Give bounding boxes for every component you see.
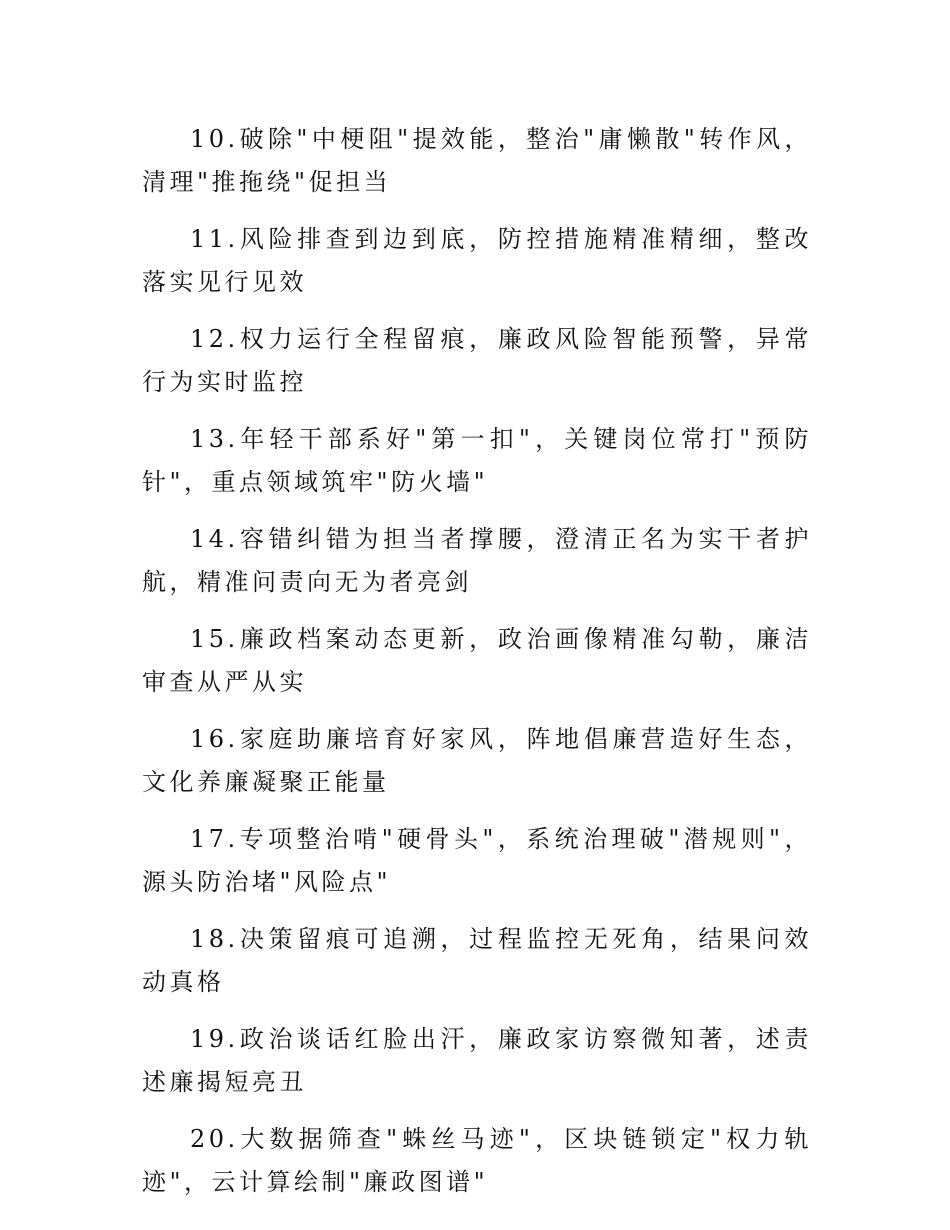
paragraph-item-16: 16.家庭助廉培育好家风，阵地倡廉营造好生态，文化养廉凝聚正能量 — [142, 725, 812, 796]
paragraph-item-11: 11.风险排查到边到底，防控措施精准精细，整改落实见行见效 — [142, 225, 812, 296]
paragraph-item-20: 20.大数据筛查"蛛丝马迹"，区块链锁定"权力轨迹"，云计算绘制"廉政图谱" — [142, 1125, 812, 1196]
document-page — [142, 118, 812, 1218]
paragraph-item-15: 15.廉政档案动态更新，政治画像精准勾勒，廉洁审查从严从实 — [142, 625, 812, 696]
paragraph-item-12: 12.权力运行全程留痕，廉政风险智能预警，异常行为实时监控 — [142, 325, 812, 396]
paragraph-item-10: 10.破除"中梗阻"提效能，整治"庸懒散"转作风，清理"推拖绕"促担当 — [142, 125, 812, 196]
paragraph-item-17: 17.专项整治啃"硬骨头"，系统治理破"潜规则"，源头防治堵"风险点" — [142, 825, 812, 896]
paragraph-item-18: 18.决策留痕可追溯，过程监控无死角，结果问效动真格 — [142, 925, 812, 996]
paragraph-item-19: 19.政治谈话红脸出汗，廉政家访察微知著，述责述廉揭短亮丑 — [142, 1025, 812, 1096]
paragraph-item-14: 14.容错纠错为担当者撑腰，澄清正名为实干者护航，精准问责向无为者亮剑 — [142, 525, 812, 596]
paragraph-item-13: 13.年轻干部系好"第一扣"，关键岗位常打"预防针"，重点领域筑牢"防火墙" — [142, 425, 812, 496]
